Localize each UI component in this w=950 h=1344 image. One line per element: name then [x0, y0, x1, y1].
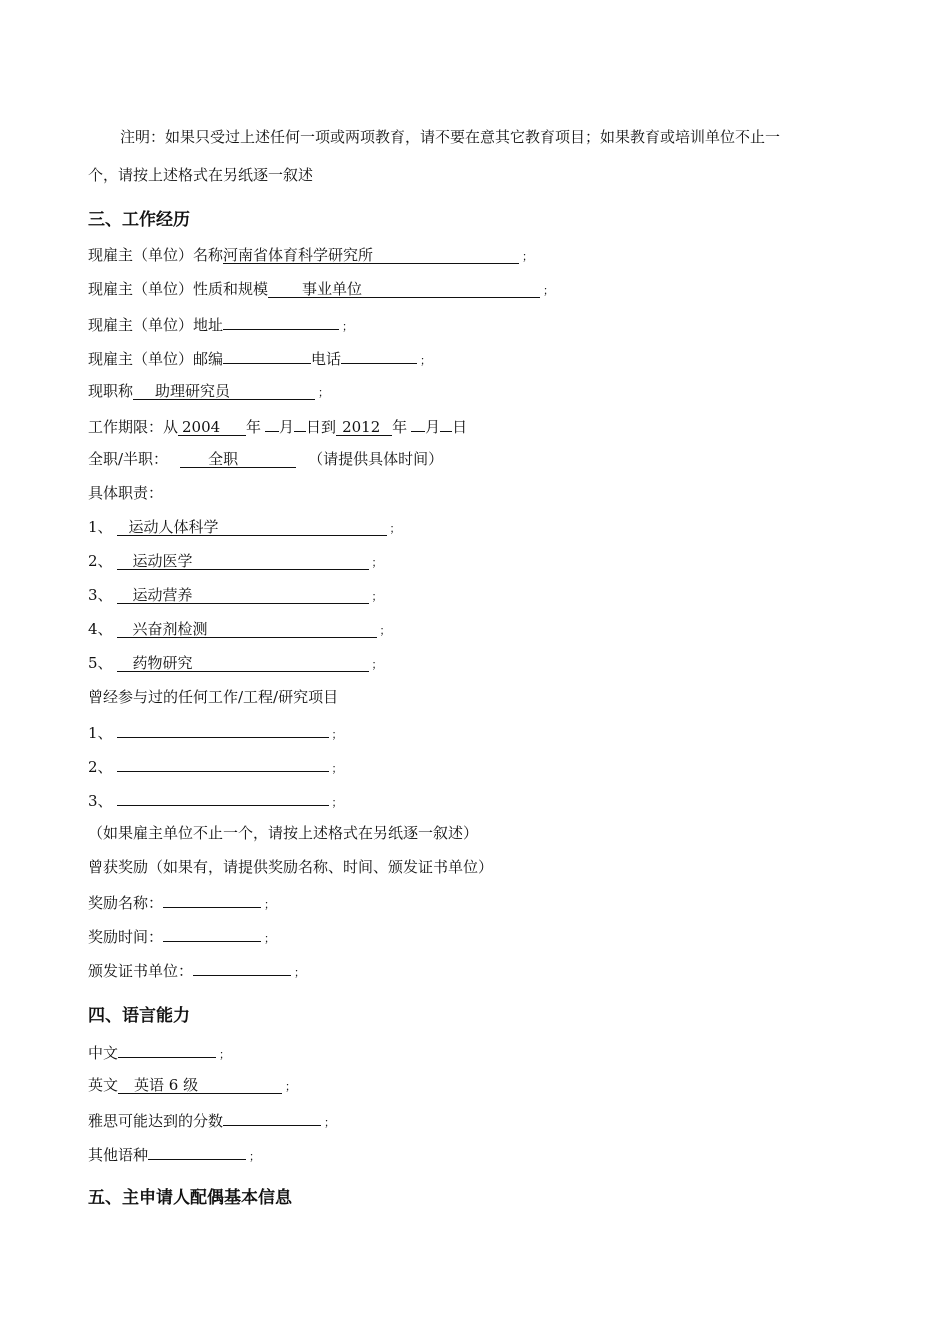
work-period-label: 工作期限：从 — [88, 418, 179, 436]
separator: ； — [219, 1048, 231, 1061]
employer-name-label: 现雇主（单位）名称 — [88, 246, 224, 264]
ielts-label: 雅思可能达到的分数 — [88, 1112, 224, 1130]
award-org-label: 颁发证书单位： — [88, 962, 194, 980]
month-label: 月 — [279, 418, 295, 436]
separator: ； — [342, 320, 354, 333]
period-to-year-field[interactable]: 2012 — [336, 418, 392, 436]
english-row — [88, 1074, 296, 1098]
fulltime-row — [88, 448, 443, 470]
project-number: 1、 — [88, 724, 113, 742]
project-row — [88, 720, 343, 746]
separator: ； — [420, 354, 432, 367]
project-number: 2、 — [88, 758, 113, 776]
employer-phone-field[interactable] — [341, 346, 417, 364]
project-number: 3、 — [88, 792, 113, 810]
work-period-row — [88, 414, 467, 438]
duty-number: 4、 — [88, 620, 113, 638]
work-history-heading: 三、工作经历 — [88, 210, 190, 230]
employer-address-row — [88, 312, 353, 338]
chinese-row — [88, 1040, 230, 1066]
duty-number: 1、 — [88, 518, 113, 536]
employer-name-field[interactable]: 河南省体育科学研究所 — [223, 246, 519, 264]
project-field[interactable] — [117, 788, 329, 806]
note-line-2: 个，请按上述格式在另纸逐一叙述 — [88, 166, 314, 184]
day-end-label: 日 — [452, 418, 468, 436]
period-from-day-field[interactable] — [294, 414, 306, 432]
duty-number: 2、 — [88, 552, 113, 570]
employer-nature-row — [88, 278, 554, 302]
other-language-label: 其他语种 — [88, 1146, 149, 1164]
separator: ； — [371, 590, 383, 603]
employer-postcode-row — [88, 346, 431, 372]
separator: ； — [379, 624, 391, 637]
project-row — [88, 754, 343, 780]
separator: ； — [331, 728, 343, 741]
separator: ； — [318, 386, 330, 399]
chinese-label: 中文 — [88, 1044, 119, 1062]
award-time-label: 奖励时间： — [88, 928, 164, 946]
employer-postcode-label: 现雇主（单位）邮编 — [88, 350, 224, 368]
separator: ； — [264, 898, 276, 911]
project-field[interactable] — [117, 754, 329, 772]
job-title-field[interactable]: 助理研究员 — [133, 382, 315, 400]
day-to-label: 日到 — [306, 418, 337, 436]
awards-label: 曾获奖励（如果有，请提供奖励名称、时间、颁发证书单位） — [88, 858, 494, 876]
year-label: 年 — [246, 418, 262, 436]
employer-phone-label: 电话 — [311, 350, 342, 368]
duty-number: 5、 — [88, 654, 113, 672]
separator: ； — [543, 284, 555, 297]
duties-label: 具体职责： — [88, 484, 164, 502]
project-field[interactable] — [117, 720, 329, 738]
award-org-row — [88, 958, 305, 984]
duty-field[interactable]: 运动营养 — [117, 586, 369, 604]
duty-number: 3、 — [88, 586, 113, 604]
spouse-info-heading: 五、主申请人配偶基本信息 — [88, 1188, 292, 1208]
duty-row — [88, 618, 391, 642]
duty-field[interactable]: 药物研究 — [117, 654, 369, 672]
award-time-field[interactable] — [163, 924, 261, 942]
project-row — [88, 788, 343, 814]
separator: ； — [371, 658, 383, 671]
award-name-field[interactable] — [163, 890, 261, 908]
chinese-field[interactable] — [118, 1040, 216, 1058]
fulltime-field[interactable]: 全职 — [180, 450, 296, 468]
award-org-field[interactable] — [193, 958, 291, 976]
separator: ； — [331, 796, 343, 809]
multi-employer-note: （如果雇主单位不止一个，请按上述格式在另纸逐一叙述） — [88, 824, 479, 842]
separator: ； — [249, 1150, 261, 1163]
duty-field[interactable]: 运动人体科学 — [117, 518, 387, 536]
other-language-row — [88, 1142, 260, 1168]
duty-row — [88, 652, 383, 676]
english-field[interactable]: 英语 6 级 — [118, 1076, 282, 1094]
job-title-label: 现职称 — [88, 382, 134, 400]
period-to-day-field[interactable] — [440, 414, 452, 432]
duty-field[interactable]: 运动医学 — [117, 552, 369, 570]
other-language-field[interactable] — [148, 1142, 246, 1160]
period-to-month-field[interactable] — [411, 414, 425, 432]
employer-nature-label: 现雇主（单位）性质和规模 — [88, 280, 269, 298]
duty-row — [88, 550, 383, 574]
employer-address-label: 现雇主（单位）地址 — [88, 316, 224, 334]
projects-label: 曾经参与过的任何工作/工程/研究项目 — [88, 688, 339, 706]
period-from-year-field[interactable]: 2004 — [178, 418, 246, 436]
duty-field[interactable]: 兴奋剂检测 — [117, 620, 377, 638]
separator: ； — [285, 1080, 297, 1093]
fulltime-label: 全职/半职： — [88, 450, 169, 468]
language-heading: 四、语言能力 — [88, 1006, 190, 1026]
ielts-row — [88, 1108, 335, 1134]
employer-nature-field[interactable]: 事业单位 — [268, 280, 540, 298]
award-name-label: 奖励名称： — [88, 894, 164, 912]
award-name-row — [88, 890, 275, 916]
ielts-field[interactable] — [223, 1108, 321, 1126]
separator: ； — [389, 522, 401, 535]
separator: ； — [294, 966, 306, 979]
year-label: 年 — [392, 418, 408, 436]
duty-row — [88, 584, 383, 608]
employer-postcode-field[interactable] — [223, 346, 311, 364]
separator: ； — [522, 250, 534, 263]
month-label: 月 — [425, 418, 441, 436]
note-line-1: 注明：如果只受过上述任何一项或两项教育，请不要在意其它教育项目；如果教育或培训单位不止一 — [120, 128, 781, 146]
english-label: 英文 — [88, 1076, 119, 1094]
job-title-row — [88, 380, 329, 404]
separator: ； — [324, 1116, 336, 1129]
separator: ； — [331, 762, 343, 775]
duty-row — [88, 516, 401, 540]
employer-name-row — [88, 244, 533, 268]
award-time-row — [88, 924, 275, 950]
separator: ； — [264, 932, 276, 945]
separator: ； — [371, 556, 383, 569]
fulltime-note: （请提供具体时间） — [308, 450, 444, 468]
employer-address-field[interactable] — [223, 312, 339, 330]
period-from-month-field[interactable] — [265, 414, 279, 432]
